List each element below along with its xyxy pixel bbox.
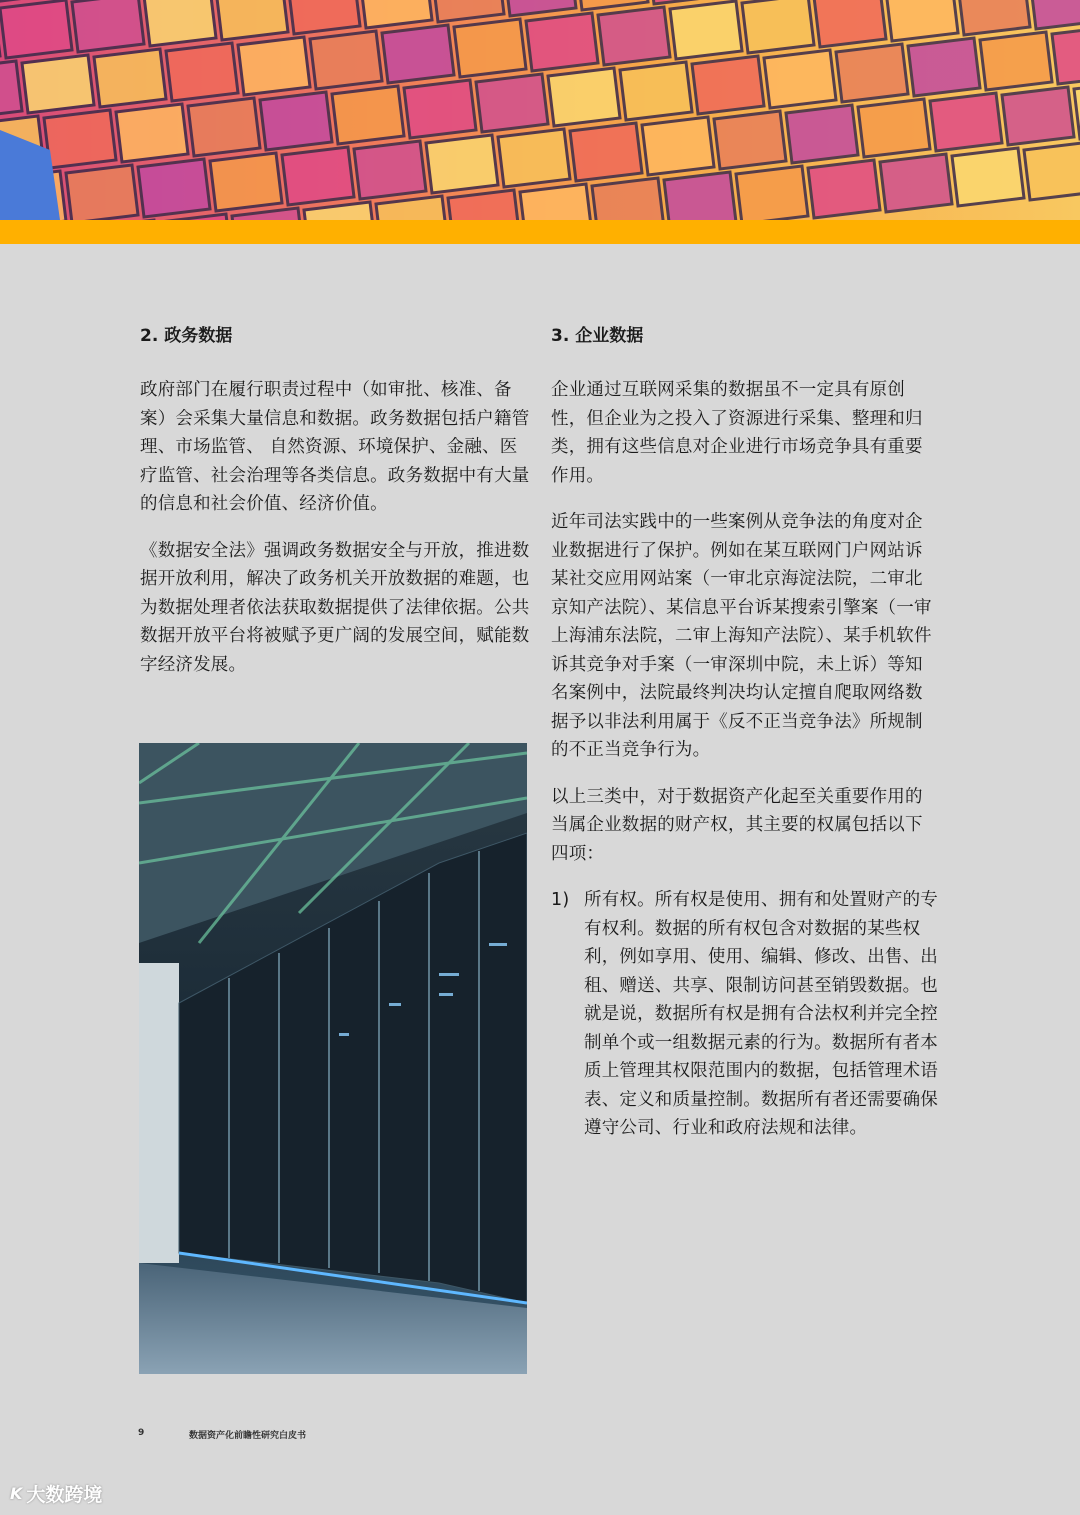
facade-tile (116, 104, 188, 162)
facade-tile (94, 49, 166, 107)
paragraph: 《数据安全法》强调政务数据安全与开放，推进数据开放利用，解决了政务机关开放数据的难题，也为数据处理者依法获取数据提供了法律依据。公共数据开放平台将被赋予更广阔的发展空间，赋能数字经济发展。 (140, 540, 530, 675)
facade-tile (620, 62, 692, 120)
facade-tile (520, 184, 592, 220)
facade-tile (138, 159, 210, 217)
watermark-logo-icon: K (10, 1484, 23, 1503)
facade-tile (22, 55, 94, 113)
facade-tile (980, 32, 1052, 90)
facade-tile (742, 0, 814, 53)
facade-tile (952, 148, 1024, 206)
facade-tile (72, 0, 144, 52)
facade-tile (548, 68, 620, 126)
facade-tile (166, 43, 238, 101)
section-heading: 2. 政务数据 (140, 326, 233, 346)
facade-tile (332, 86, 404, 144)
facade-tile (66, 165, 138, 220)
facade-tile (642, 117, 714, 175)
list-item (551, 886, 939, 1143)
facade-tile (670, 1, 742, 59)
facade-tile (526, 13, 598, 71)
facade-tile (814, 0, 886, 47)
facade-tile (808, 160, 880, 218)
facade-tile (144, 0, 216, 46)
paragraph: 政府部门在履行职责过程中（如审批、核准、备案）会采集大量信息和数据。政务数据包括户籍管理、市场监管、 自然资源、环境保护、金融、医疗监管、社会治理等各类信息。政务数据中有大量的信息和社会价值、经济价值。 (140, 380, 530, 514)
facade-tile (282, 147, 354, 205)
facade-tile (714, 111, 786, 169)
facade-tile (1052, 26, 1080, 84)
section-heading: 3. 企业数据 (551, 326, 644, 346)
facade-tile (310, 31, 382, 89)
facade-tile (764, 50, 836, 108)
paragraph: 近年司法实践中的一些案例从竞争法的角度对企业数据进行了保护。例如在某互联网门户网站诉某社交应用网站案（一审北京海淀法院，二审北京知产法院）、某信息平台诉某搜索引擎案（一审上海浦东法院，二审上海知产法院）、某手机软件诉其竞争对手案（一审深圳中院，未上诉）等知名案例中，法院最终判决均认定擅自爬取网络数据予以非法利用属于《反不正当竞争法》所规制的不正当竞争行为。 (551, 512, 932, 760)
facade-tile (1024, 142, 1080, 200)
facade-tile (354, 141, 426, 199)
facade-tile (858, 99, 930, 157)
facade-tile (908, 38, 980, 96)
facade-tile (188, 98, 260, 156)
facade-tile (886, 0, 958, 41)
server-room-image (139, 743, 527, 1374)
facade-tile (382, 25, 454, 83)
section-government-data (140, 322, 532, 697)
facade-tile (692, 56, 764, 114)
facade-tile (476, 74, 548, 132)
watermark (10, 1480, 102, 1507)
facade-tile (664, 172, 736, 220)
facade-tile (1002, 87, 1074, 145)
facade-tile (598, 7, 670, 65)
facade-tile (404, 80, 476, 138)
facade-tile (0, 0, 72, 58)
facade-tile (210, 153, 282, 211)
facade-tile (498, 129, 570, 187)
facade-tile (880, 154, 952, 212)
facade-tile (426, 135, 498, 193)
accent-bar (0, 220, 1080, 244)
document-title: 数据资产化前瞻性研究白皮书 (189, 1431, 307, 1441)
page-number: 9 (138, 1428, 145, 1438)
facade-tile (836, 44, 908, 102)
facade-tile (454, 19, 526, 77)
facade-tile (1030, 0, 1080, 29)
facade-tile (592, 178, 664, 220)
facade-tile (44, 110, 116, 168)
section-enterprise-data (551, 322, 939, 1143)
facade-tile (216, 0, 288, 40)
facade-tile (238, 37, 310, 95)
paragraph: 企业通过互联网采集的数据虽不一定具有原创性，但企业为之投入了资源进行采集、整理和归类，拥有这些信息对企业进行市场竞争具有重要作用。 (551, 380, 923, 486)
facade-tile (930, 93, 1002, 151)
paragraph: 以上三类中，对于数据资产化起至关重要作用的当属企业数据的财产权，其主要的权属包括以下四项： (551, 786, 923, 864)
facade-tile (570, 123, 642, 181)
facade-tile (260, 92, 332, 150)
facade-tile (958, 0, 1030, 35)
list-number: 1) (551, 890, 570, 910)
facade-tile (786, 105, 858, 163)
facade-tile (736, 166, 808, 220)
list-text: 所有权。所有权是使用、拥有和处置财产的专有权利。数据的所有权包含对数据的某些权利，例如享用、使用、编辑、修改、出售、出租、赠送、共享、限制访问甚至销毁数据。也就是说，数据所有权是拥有合法权利并完全控制单个或一组数据元素的行为。数据所有者本质上管理其权限范围内的数据，包括管理术语表、定义和质量控制。数据所有者还需要确保遵守公司、行业和政府法规和法律。 (584, 890, 938, 1138)
watermark-text: 大数跨境 (26, 1484, 103, 1506)
header-facade-image (0, 0, 1080, 220)
